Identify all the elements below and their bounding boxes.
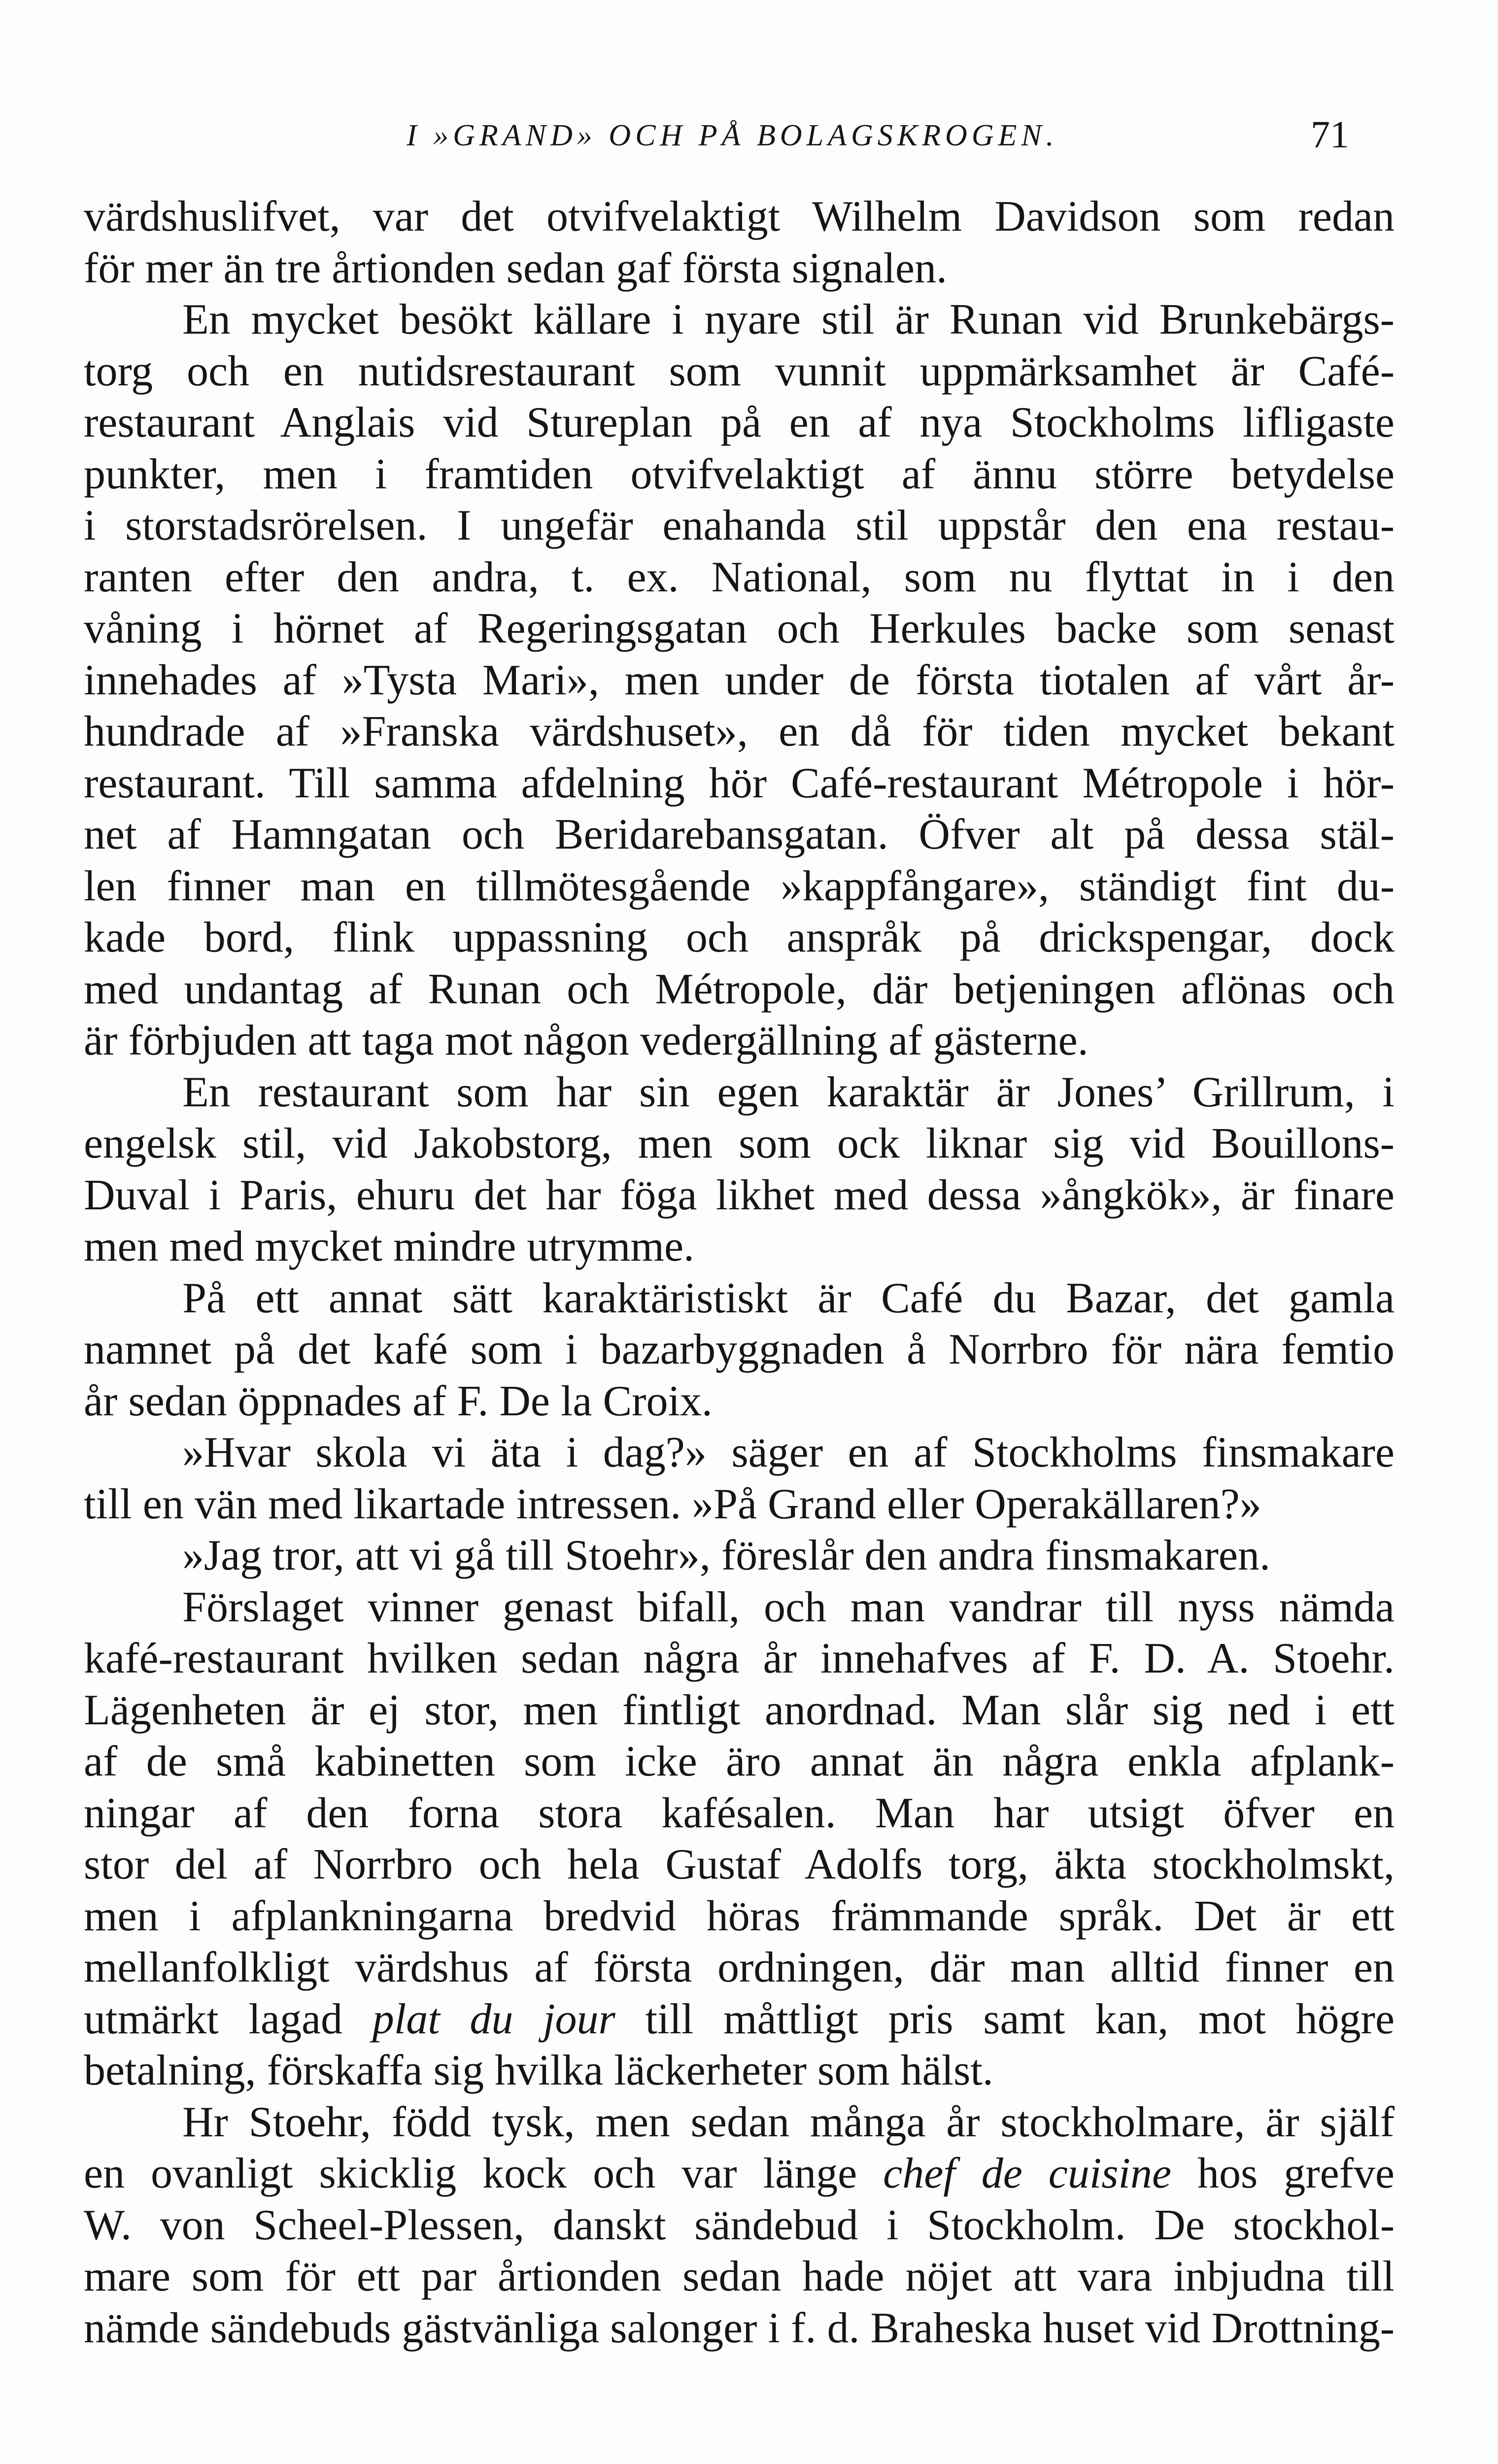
text-line: restaurant Anglais vid Stureplan på en af nya Stockholms lifligaste: [84, 399, 1395, 446]
text-line: Hr Stoehr, född tysk, men sedan många år stockholmare, är själf: [182, 2098, 1395, 2146]
text-line: kafé-restaurant hvilken sedan några år innehafves af F. D. A. Stoehr.: [84, 1635, 1395, 1682]
text-line: af de små kabinetten som icke äro annat än några enkla afplank-: [84, 1738, 1395, 1785]
text-line: »Jag tror, att vi gå till Stoehr», föreslår den andra finsmakaren.: [182, 1532, 1270, 1579]
text-line: nämde sändebuds gästvänliga salonger i f. d. Braheska huset vid Drottning-: [84, 2304, 1395, 2352]
text-line: men med mycket mindre utrymme.: [84, 1223, 695, 1270]
text-line: men i afplankningarna bredvid höras främmande språk. Det är ett: [84, 1892, 1395, 1940]
text-line: kade bord, flink uppassning och anspråk på drickspengar, dock: [84, 914, 1395, 961]
text-line: i storstadsrörelsen. I ungefär enahanda stil uppstår den ena restau-: [84, 502, 1395, 549]
text-line: stor del af Norrbro och hela Gustaf Adolfs torg, äkta stockholmskt,: [84, 1841, 1395, 1888]
text-line: Duval i Paris, ehuru det har föga likhet med dessa »ångkök», är finare: [84, 1171, 1395, 1219]
text-line: värdshuslifvet, var det otvifvelaktigt Wilhelm Davidson som redan: [84, 193, 1395, 240]
running-head: I »GRAND» OCH PÅ BOLAGSKROGEN.: [407, 119, 1058, 152]
text-line: Förslaget vinner genast bifall, och man vandrar till nyss nämda: [182, 1583, 1395, 1631]
text-line: [84, 2149, 1395, 2198]
text-line: len finner man en tillmötesgående »kappfångare», ständigt fint du-: [84, 862, 1395, 910]
text-run: en ovanligt skicklig kock och var länge: [84, 2150, 884, 2197]
text-line: En restaurant som har sin egen karaktär är Jones’ Grillrum, i: [182, 1068, 1395, 1116]
text-line: år sedan öppnades af F. De la Croix.: [84, 1377, 713, 1425]
text-line: net af Hamngatan och Beridarebansgatan. Öfver alt på dessa stäl-: [84, 811, 1395, 858]
text-line: [84, 1995, 1395, 2044]
text-line: betalning, förskaffa sig hvilka läckerheter som hälst.: [84, 2047, 993, 2094]
text-line: namnet på det kafé som i bazarbyggnaden å Norrbro för nära femtio: [84, 1326, 1395, 1373]
page-number: 71: [1311, 113, 1349, 156]
text-line: På ett annat sätt karaktäristiskt är Café du Bazar, det gamla: [182, 1274, 1395, 1322]
text-line: ranten efter den andra, t. ex. National, som nu flyttat in i den: [84, 553, 1395, 601]
italic-phrase: chef de cuisine: [883, 2150, 1172, 2197]
text-line: för mer än tre årtionden sedan gaf första signalen.: [84, 244, 947, 292]
text-line: W. von Scheel-Plessen, danskt sändebud i Stockholm. De stockhol-: [84, 2201, 1395, 2249]
text-line: mellanfolkligt värdshus af första ordningen, där man alltid finner en: [84, 1944, 1395, 1991]
italic-phrase: plat du jour: [372, 1995, 615, 2043]
text-line: är förbjuden att taga mot någon vedergällning af gästerne.: [84, 1017, 1089, 1064]
text-line: innehades af »Tysta Mari», men under de första tiotalen af vårt år-: [84, 656, 1395, 704]
text-line: till en vän med likartade intressen. »På Grand eller Operakällaren?»: [84, 1480, 1261, 1528]
text-run: utmärkt lagad: [84, 1995, 373, 2043]
text-line: En mycket besökt källare i nyare stil är Runan vid Brunkebärgs-: [182, 296, 1395, 343]
text-line: restaurant. Till samma afdelning hör Café-restaurant Métropole i hör-: [84, 759, 1395, 807]
text-line: mare som för ett par årtionden sedan hade nöjet att vara inbjudna till: [84, 2253, 1395, 2300]
text-line: punkter, men i framtiden otvifvelaktigt af ännu större betydelse: [84, 450, 1395, 498]
text-run: hos grefve: [1171, 2150, 1395, 2197]
text-line: ningar af den forna stora kafésalen. Man har utsigt öfver en: [84, 1789, 1395, 1837]
text-line: »Hvar skola vi äta i dag?» säger en af Stockholms finsmakare: [182, 1429, 1395, 1476]
text-run: till måttligt pris samt kan, mot högre: [615, 1995, 1395, 2043]
text-line: våning i hörnet af Regeringsgatan och Herkules backe som senast: [84, 605, 1395, 652]
text-line: torg och en nutidsrestaurant som vunnit uppmärksamhet är Café-: [84, 347, 1395, 395]
text-line: med undantag af Runan och Métropole, där betjeningen aflönas och: [84, 965, 1395, 1013]
text-line: Lägenheten är ej stor, men fintligt anordnad. Man slår sig ned i ett: [84, 1686, 1395, 1734]
text-line: engelsk stil, vid Jakobstorg, men som ock liknar sig vid Bouillons-: [84, 1120, 1395, 1167]
text-line: hundrade af »Franska värdshuset», en då för tiden mycket bekant: [84, 708, 1395, 755]
